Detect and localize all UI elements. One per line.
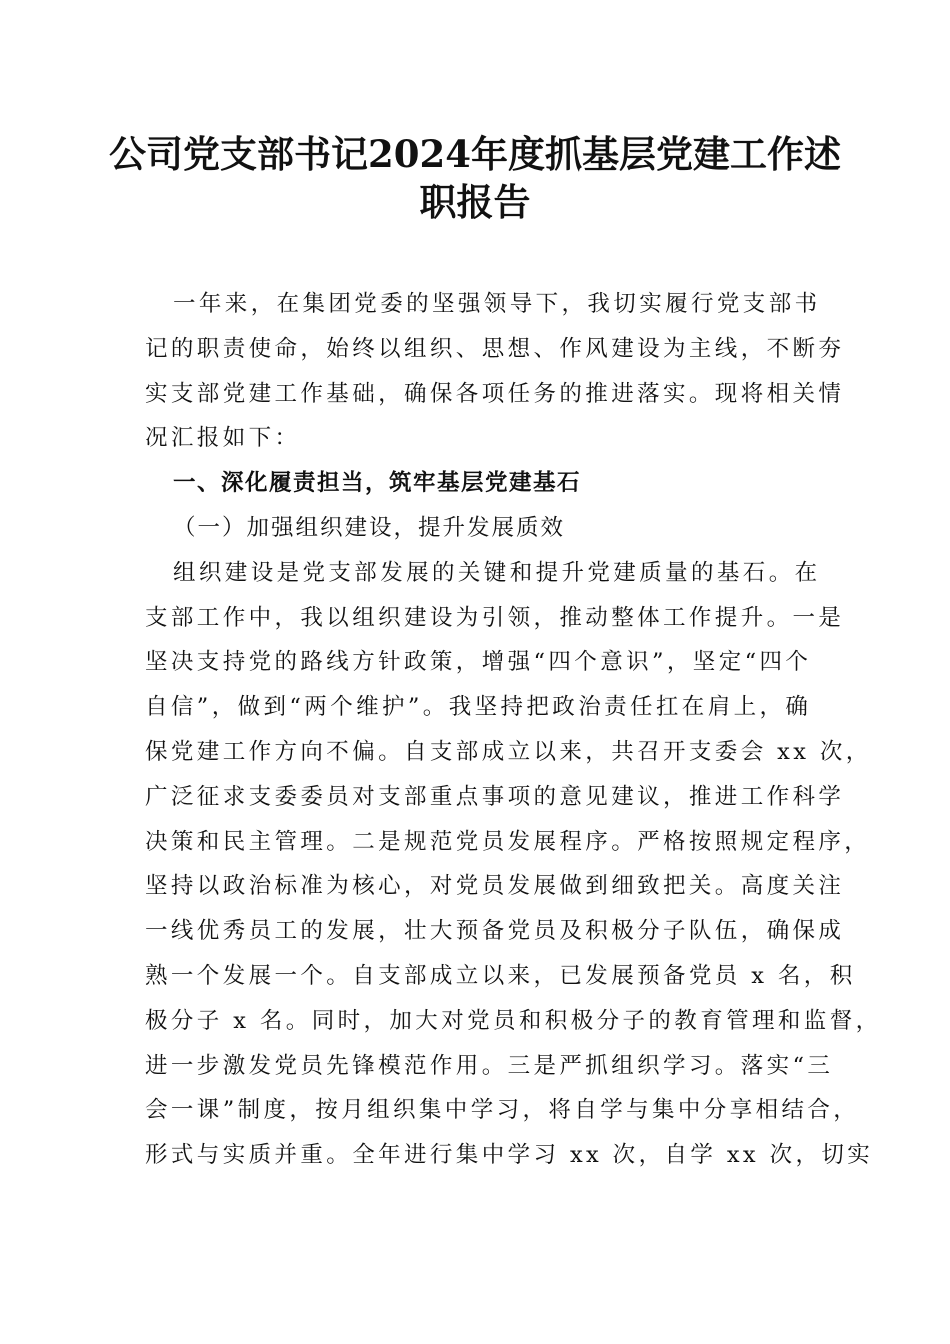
paragraph-line: 坚决支持党的路线方针政策，增强“四个意识”，坚定“四个 bbox=[145, 649, 812, 676]
section-heading: 一、深化履责担当，筑牢基层党建基石 bbox=[173, 470, 582, 497]
paragraph-line: 自信”，做到“两个维护”。我坚持把政治责任扛在肩上，确 bbox=[145, 694, 812, 721]
title-line-1: 公司党支部书记2024年度抓基层党建工作述 bbox=[109, 132, 841, 176]
paragraph-line: 进一步激发党员先锋模范作用。三是严抓组织学习。落实“三 bbox=[145, 1052, 834, 1079]
paragraph-line: 记的职责使命，始终以组织、思想、作风建设为主线，不断夯 bbox=[145, 335, 845, 362]
page-title bbox=[100, 130, 850, 226]
paragraph-line: 坚持以政治标准为核心，对党员发展做到细致把关。高度关注 bbox=[145, 873, 845, 900]
paragraph-line: 会一课”制度，按月组织集中学习，将自学与集中分享相结合， bbox=[145, 1097, 860, 1124]
paragraph-line: 极分子 x 名。同时，加大对党员和积极分子的教育管理和监督， bbox=[145, 1007, 882, 1034]
paragraph-line: 广泛征求支委委员对支部重点事项的意见建议，推进工作科学 bbox=[145, 783, 845, 810]
subsection-heading: （一）加强组织建设，提升发展质效 bbox=[173, 514, 566, 541]
document-body bbox=[145, 282, 882, 1178]
paragraph-line: 形式与实质并重。全年进行集中学习 xx 次，自学 xx 次，切实 bbox=[145, 1142, 874, 1169]
paragraph-line: 保党建工作方向不偏。自支部成立以来，共召开支委会 xx 次， bbox=[145, 738, 872, 765]
paragraph-line: 熟一个发展一个。自支部成立以来，已发展预备党员 x 名，积 bbox=[145, 962, 856, 989]
title-line-2: 职报告 bbox=[419, 180, 531, 224]
paragraph-line: 组织建设是党支部发展的关键和提升党建质量的基石。在 bbox=[173, 559, 821, 586]
paragraph-line: 实支部党建工作基础，确保各项任务的推进落实。现将相关情 bbox=[145, 380, 845, 407]
paragraph-line: 一线优秀员工的发展，壮大预备党员及积极分子队伍，确保成 bbox=[145, 918, 845, 945]
paragraph-line: 况汇报如下： bbox=[145, 425, 301, 452]
paragraph-line: 支部工作中，我以组织建设为引领，推动整体工作提升。一是 bbox=[145, 604, 845, 631]
paragraph-line: 决策和民主管理。二是规范党员发展程序。严格按照规定程序， bbox=[145, 828, 871, 855]
paragraph-line: 一年来，在集团党委的坚强领导下，我切实履行党支部书 bbox=[173, 291, 821, 317]
